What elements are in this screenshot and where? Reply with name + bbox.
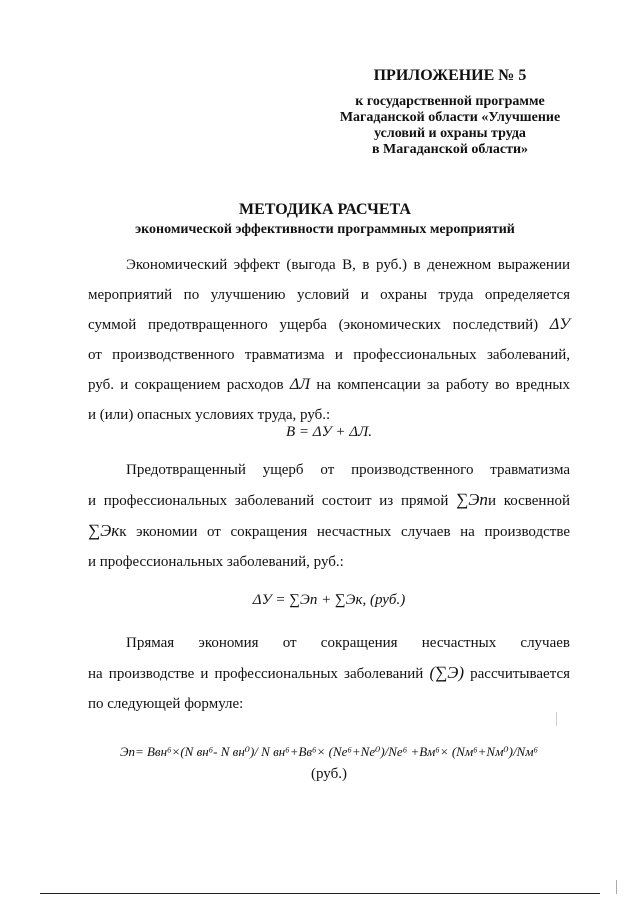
- title-main: МЕТОДИКА РАСЧЕТА: [239, 201, 411, 218]
- appendix-line: в Магаданской области»: [371, 142, 529, 157]
- text-line: [88, 658, 570, 689]
- paragraph-1: [88, 250, 570, 430]
- symbol-delta-l: ΔЛ: [289, 376, 311, 393]
- text-fragment: рассчитывается: [470, 666, 570, 682]
- scan-mark: [616, 880, 617, 894]
- text-line: и (или) опасных условиях труда, руб.:: [88, 407, 331, 423]
- text-fragment: руб. и сокращением расходов: [88, 377, 284, 393]
- title-sub: экономической эффективности программных мероприятий: [135, 222, 515, 237]
- symbol-delta-u: ΔУ: [549, 316, 571, 333]
- formula-unit: (руб.): [311, 766, 347, 782]
- formula-benefit: В = ΔУ + ΔЛ.: [285, 424, 372, 440]
- appendix-line: к государственной программе: [355, 94, 545, 109]
- scan-mark: [556, 712, 557, 726]
- text-fragment: и косвенной: [487, 493, 570, 509]
- appendix-header: [330, 66, 570, 158]
- text-fragment: и профессиональных заболеваний состоит из прямой: [88, 493, 449, 509]
- symbol-sum-e: (∑Э): [429, 663, 465, 682]
- appendix-number: ПРИЛОЖЕНИЕ № 5: [373, 67, 527, 84]
- formula-damage: ΔУ = ∑Эп + ∑Эк, (руб.): [252, 592, 406, 608]
- text-line: [88, 310, 570, 340]
- text-line: [88, 516, 570, 547]
- text-fragment: суммой предотвращенного ущерба (экономических последствий): [88, 317, 539, 333]
- text-line: Прямая экономия от сокращения несчастных случаев: [126, 635, 570, 651]
- appendix-line: Магаданской области «Улучшение: [339, 110, 561, 125]
- text-fragment: на производстве и профессиональных заболеваний: [88, 666, 424, 682]
- text-line: от производственного травматизма и профессиональных заболеваний,: [88, 347, 570, 363]
- document-title: [80, 200, 570, 240]
- appendix-line: условий и охраны труда: [374, 126, 526, 141]
- formula-direct-economy: Эп= Ввн⁶×(N вн⁶- N вн⁰)/ N вн⁶+Вв⁶× (Nе⁶+Nе⁰)/Nе⁶ +Вм⁶× (Nм⁶+Nм⁰)/Nм⁶: [119, 744, 539, 759]
- symbol-sum-ep: ∑Эп: [456, 490, 488, 509]
- text-line: [88, 485, 570, 516]
- text-line: Предотвращенный ущерб от производственного травматизма: [126, 462, 570, 478]
- symbol-sum-ek: ∑Эк: [88, 521, 120, 540]
- paragraph-2: [88, 455, 570, 577]
- text-fragment: на компенсации за работу во вредных: [316, 377, 571, 393]
- text-line: Экономический эффект (выгода В, в руб.) в денежном выражении: [126, 257, 570, 273]
- text-line: и профессиональных заболеваний, руб.:: [88, 554, 344, 570]
- paragraph-3: [88, 628, 570, 719]
- text-line: [88, 370, 570, 400]
- text-fragment: к экономии от сокращения несчастных случаев на производстве: [119, 524, 570, 540]
- bottom-rule: [40, 893, 600, 894]
- text-line: по следующей формуле:: [88, 696, 244, 712]
- text-line: мероприятий по улучшению условий и охраны труда определяется: [88, 287, 570, 303]
